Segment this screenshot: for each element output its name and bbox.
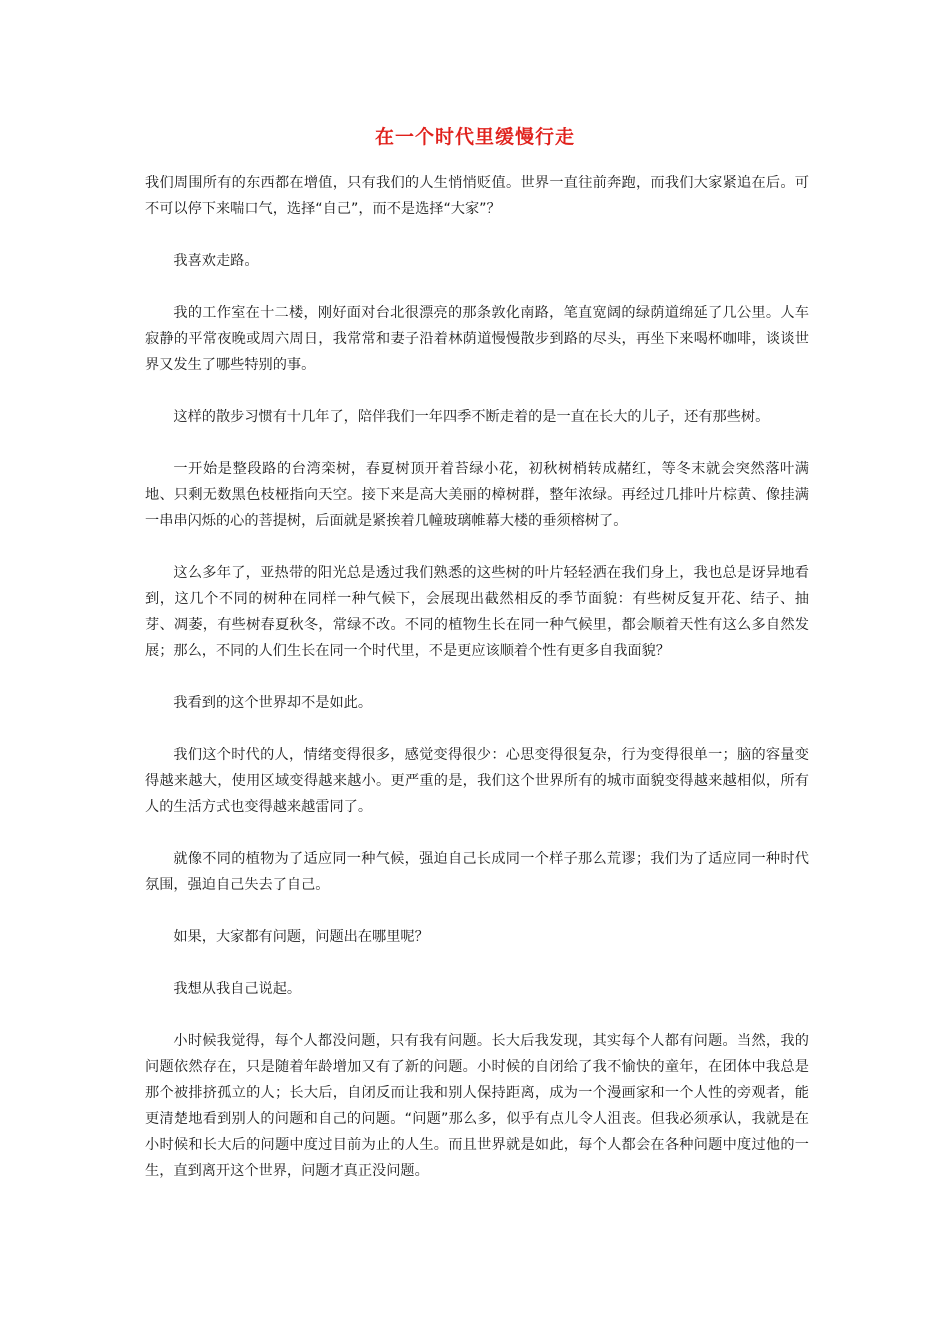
document-body xyxy=(145,170,809,1210)
paragraph: 我们这个时代的人，情绪变得很多，感觉变得很少：心思变得很复杂，行为变得很单一；脑的容量变得越来越大，使用区域变得越来越小。更严重的是，我们这个世界所有的城市面貌变得越来越相似，所有人的生活方式也变得越来越雷同了。 xyxy=(145,747,809,815)
paragraph: 我看到的这个世界却不是如此。 xyxy=(173,695,373,711)
paragraph: 就像不同的植物为了适应同一种气候，强迫自己长成同一个样子那么荒谬；我们为了适应同一种时代氛围，强迫自己失去了自己。 xyxy=(145,851,809,893)
document-title: 在一个时代里缓慢行走 xyxy=(374,126,575,148)
paragraph: 我的工作室在十二楼，刚好面对台北很漂亮的那条敦化南路，笔直宽阔的绿荫道绵延了几公里。人车寂静的平常夜晚或周六周日，我常常和妻子沿着林荫道慢慢散步到路的尽头，再坐下来喝杯咖啡，谈谈世界又发生了哪些特别的事。 xyxy=(145,305,809,373)
paragraph: 我想从我自己说起。 xyxy=(173,981,302,997)
paragraph: 这样的散步习惯有十几年了，陪伴我们一年四季不断走着的是一直在长大的儿子，还有那些树。 xyxy=(173,409,770,425)
paragraph: 我们周围所有的东西都在增值，只有我们的人生悄悄贬值。世界一直往前奔跑，而我们大家紧追在后。可不可以停下来喘口气，选择“自己”，而不是选择“大家”？ xyxy=(145,175,809,217)
paragraph: 我喜欢走路。 xyxy=(173,253,259,269)
paragraph: 一开始是整段路的台湾栾树，春夏树顶开着苔绿小花，初秋树梢转成赭红，等冬末就会突然落叶满地、只剩无数黑色枝桠指向天空。接下来是高大美丽的樟树群，整年浓绿。再经过几排叶片棕黄、像挂满一串串闪烁的心的菩提树，后面就是紧挨着几幢玻璃帷幕大楼的垂须榕树了。 xyxy=(145,461,809,529)
paragraph: 小时候我觉得，每个人都没问题，只有我有问题。长大后我发现，其实每个人都有问题。当然，我的问题依然存在，只是随着年龄增加又有了新的问题。小时候的自闭给了我不愉快的童年，在团体中我总是那个被排挤孤立的人；长大后，自闭反而让我和别人保持距离，成为一个漫画家和一个人性的旁观者，能更清楚地看到别人的问题和自己的问题。“问题”那么多，似乎有点儿令人沮丧。但我必须承认，我就是在小时候和长大后的问题中度过目前为止的人生。而且世界就是如此，每个人都会在各种问题中度过他的一生，直到离开这个世界，问题才真正没问题。 xyxy=(145,1033,809,1179)
paragraph: 如果，大家都有问题，问题出在哪里呢？ xyxy=(173,929,429,945)
paragraph: 这么多年了，亚热带的阳光总是透过我们熟悉的这些树的叶片轻轻洒在我们身上，我也总是讶异地看到，这几个不同的树种在同样一种气候下，会展现出截然相反的季节面貌：有些树反复开花、结子、抽芽、凋萎，有些树春夏秋冬，常绿不改。不同的植物生长在同一种气候里，都会顺着天性有这么多自然发展；那么，不同的人们生长在同一个时代里，不是更应该顺着个性有更多自我面貌？ xyxy=(145,565,809,659)
